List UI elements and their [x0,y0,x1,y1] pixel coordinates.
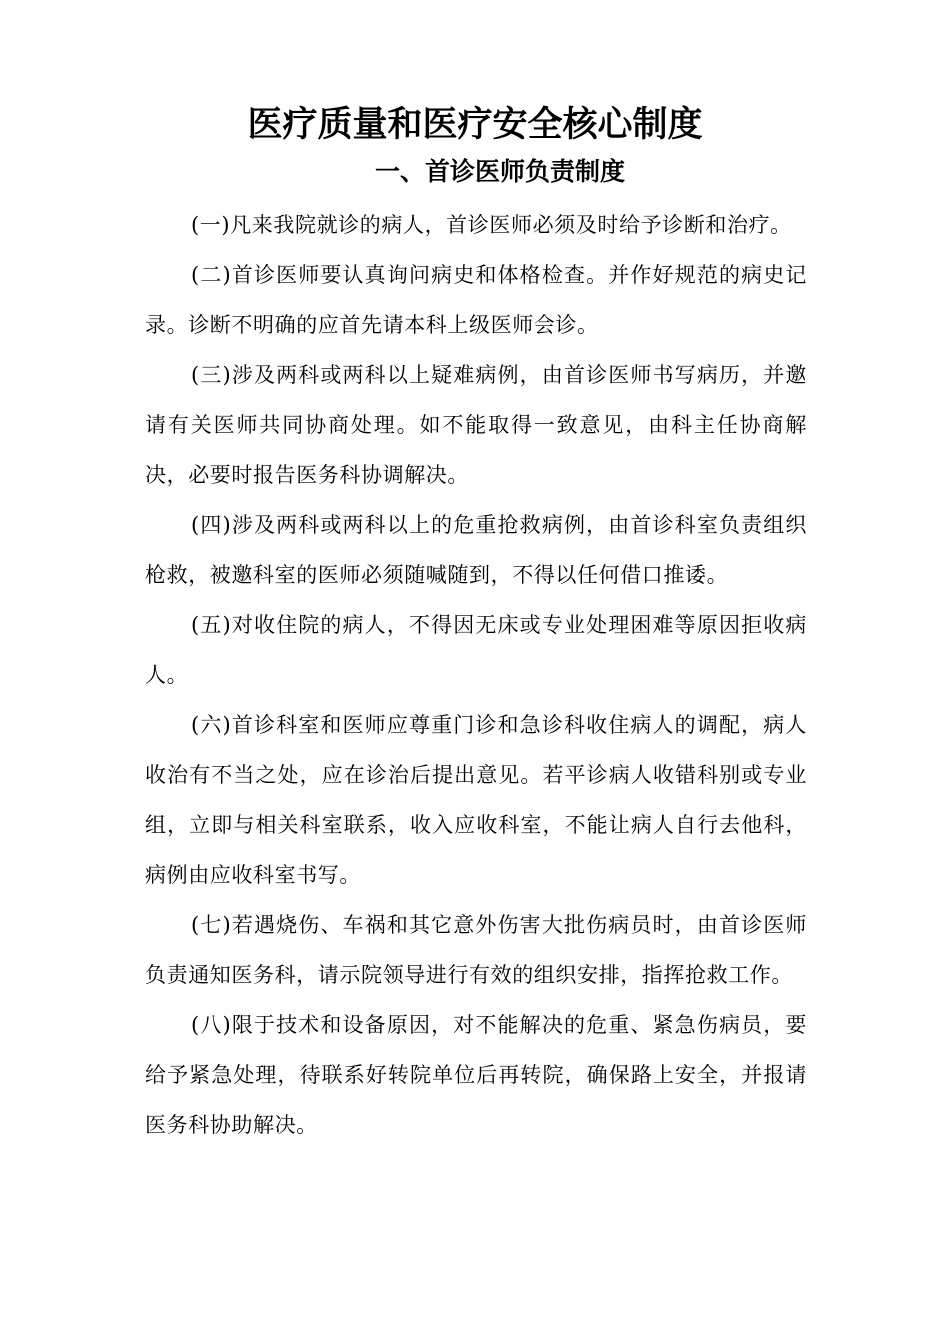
paragraph-5: (五)对收住院的病人，不得因无床或专业处理困难等原因拒收病人。 [145,613,807,687]
paragraph-3: (三)涉及两科或两科以上疑难病例，由首诊医师书写病历，并邀请有关医师共同协商处理。如不能取得一致意见，由科主任协商解决，必要时报告医务科协调解决。 [145,363,807,487]
document-body [145,200,807,1150]
paragraph-7: (七)若遇烧伤、车祸和其它意外伤害大批伤病员时，由首诊医师负责通知医务科，请示院领导进行有效的组织安排，指挥抢救工作。 [145,913,807,987]
paragraph-2: (二)首诊医师要认真询问病史和体格检查。并作好规范的病史记录。诊断不明确的应首先请本科上级医师会诊。 [145,263,807,337]
paragraph-6: (六)首诊科室和医师应尊重门诊和急诊科收住病人的调配，病人收治有不当之处，应在诊治后提出意见。若平诊病人收错科别或专业组，立即与相关科室联系，收入应收科室，不能让病人自行去他科，病例由应收科室书写。 [145,713,807,887]
paragraph-1: (一)凡来我院就诊的病人，首诊医师必须及时给予诊断和治疗。 [191,213,792,237]
paragraph-4: (四)涉及两科或两科以上的危重抢救病例，由首诊科室负责组织枪救，被邀科室的医师必须随喊随到，不得以任何借口推诿。 [145,513,807,587]
document-title: 医疗质量和医疗安全核心制度 [247,104,703,145]
paragraph-8: (八)限于技术和设备原因，对不能解决的危重、紧急伤病员，要给予紧急处理，待联系好转院单位后再转院，确保路上安全，并报请医务科协助解决。 [145,1013,807,1137]
section-title: 一、首诊医师负责制度 [374,157,625,186]
